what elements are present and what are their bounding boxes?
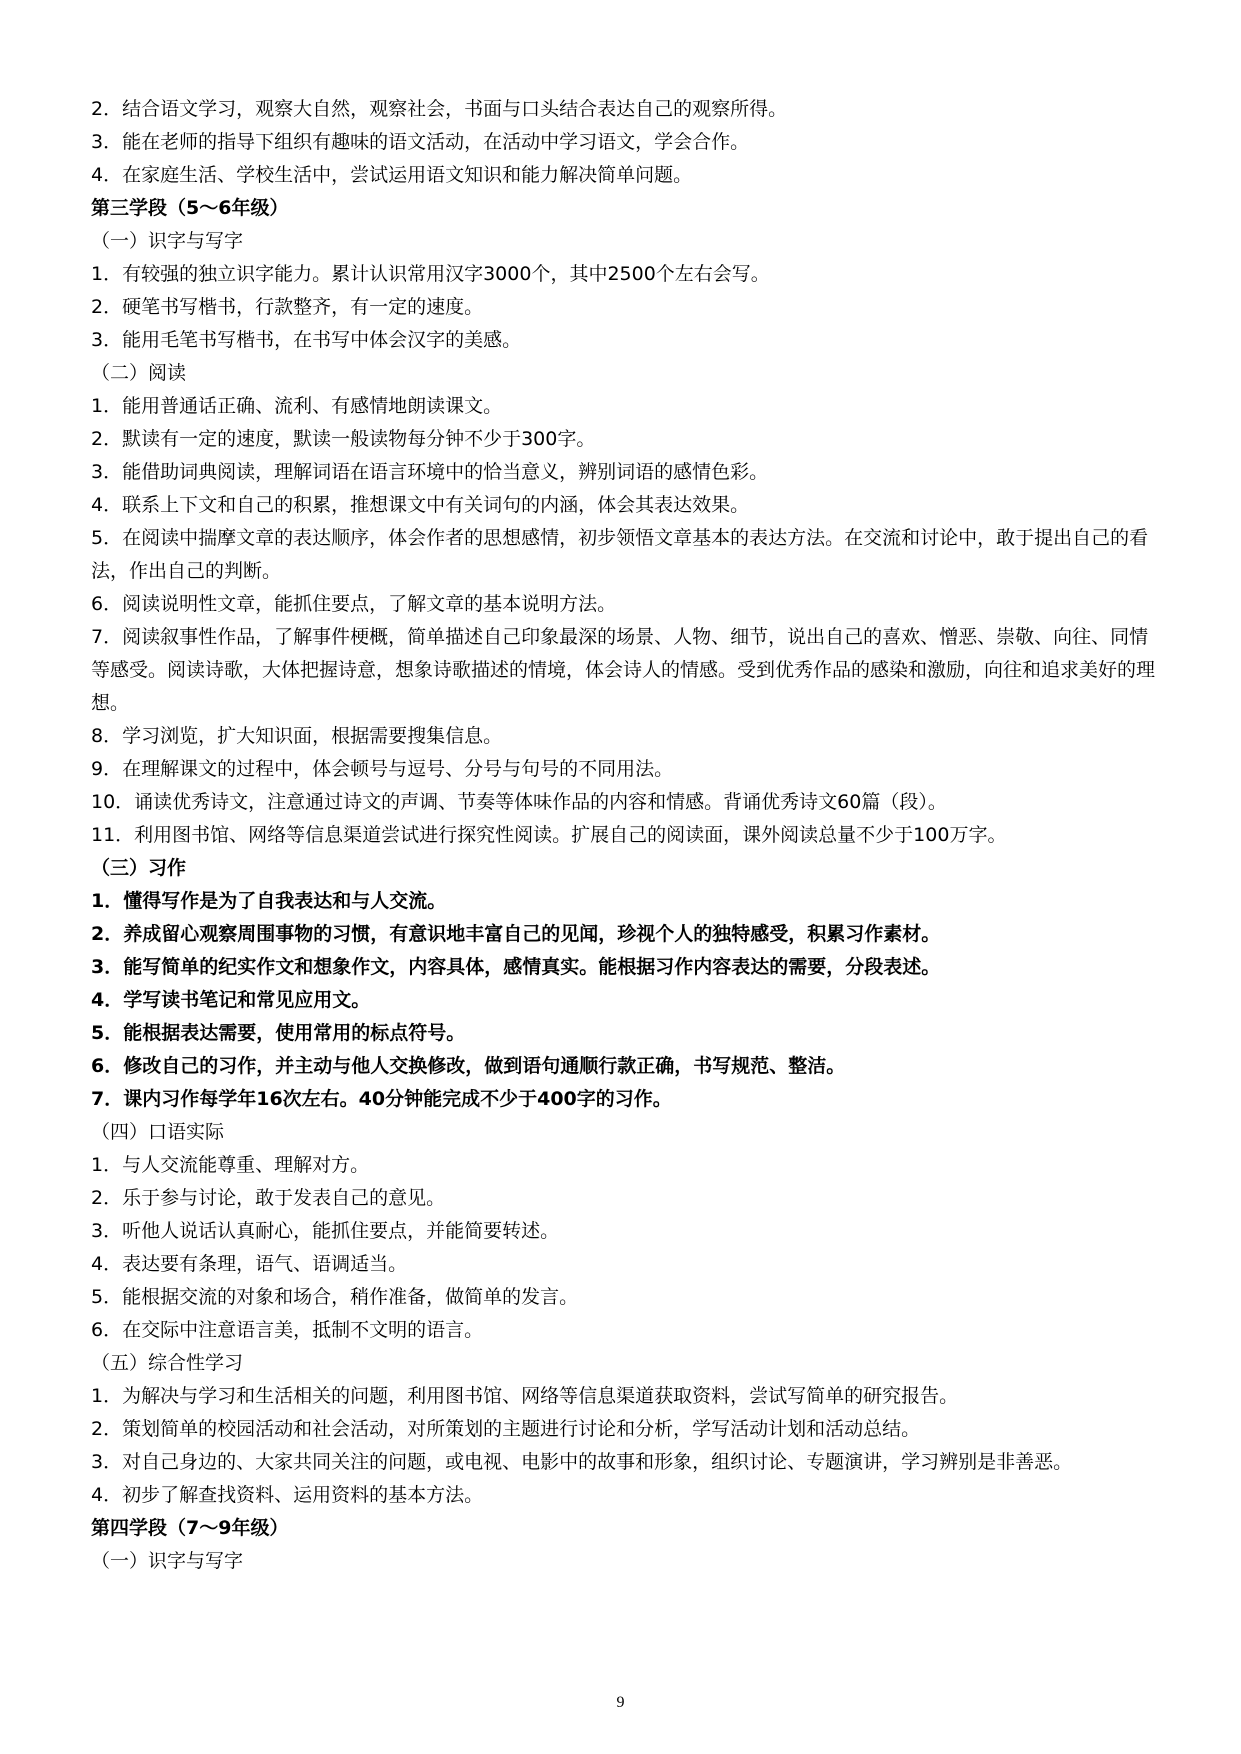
subsection-heading: （三）习作 — [91, 857, 187, 879]
text-line: 4．在家庭生活、学校生活中，尝试运用语文知识和能力解决简单问题。 — [91, 164, 693, 186]
text-line: 1．与人交流能尊重、理解对方。 — [91, 1154, 370, 1176]
text-line: 9．在理解课文的过程中，体会顿号与逗号、分号与句号的不同用法。 — [91, 758, 674, 780]
text-line: 2．硬笔书写楷书，行款整齐，有一定的速度。 — [91, 296, 484, 318]
text-line: 6．阅读说明性文章，能抓住要点，了解文章的基本说明方法。 — [91, 593, 617, 615]
text-line: 11．利用图书馆、网络等信息渠道尝试进行探究性阅读。扩展自己的阅读面，课外阅读总量不少于100万字。 — [91, 824, 1007, 846]
text-line: 3．能用毛笔书写楷书，在书写中体会汉字的美感。 — [91, 329, 522, 351]
page-number: 9 — [616, 1694, 625, 1711]
text-line: 2．结合语文学习，观察大自然，观察社会，书面与口头结合表达自己的观察所得。 — [91, 98, 788, 120]
text-line: 6．修改自己的习作，并主动与他人交换修改，做到语句通顺行款正确，书写规范、整洁。 — [91, 1055, 846, 1077]
text-line: 5．能根据交流的对象和场合，稍作准备，做简单的发言。 — [91, 1286, 579, 1308]
text-line: 2．养成留心观察周围事物的习惯，有意识地丰富自己的见闻，珍视个人的独特感受，积累习作素材。 — [91, 923, 941, 945]
subsection-heading: （四）口语实际 — [91, 1121, 225, 1143]
text-line: 7．课内习作每学年16次左右。40分钟能完成不少于400字的习作。 — [91, 1088, 672, 1110]
text-line: 5．在阅读中揣摩文章的表达顺序，体会作者的思想感情，初步领悟文章基本的表达方法。在交流和讨论中，敢于提出自己的看法，作出自己的判断。 — [91, 527, 1149, 582]
text-line: 10．诵读优秀诗文，注意通过诗文的声调、节奏等体味作品的内容和情感。背诵优秀诗文60篇（段）。 — [91, 791, 947, 813]
text-line: 8．学习浏览，扩大知识面，根据需要搜集信息。 — [91, 725, 503, 747]
subsection-heading: （五）综合性学习 — [91, 1352, 244, 1374]
text-line: 3．对自己身边的、大家共同关注的问题，或电视、电影中的故事和形象，组织讨论、专题演讲，学习辨别是非善恶。 — [91, 1451, 1073, 1473]
text-line: 4．联系上下文和自己的积累，推想课文中有关词句的内涵，体会其表达效果。 — [91, 494, 750, 516]
text-line: 6．在交际中注意语言美，抵制不文明的语言。 — [91, 1319, 484, 1341]
text-line: 1．有较强的独立识字能力。累计认识常用汉字3000个，其中2500个左右会写。 — [91, 263, 770, 285]
text-line: 3．能写简单的纪实作文和想象作文，内容具体，感情真实。能根据习作内容表达的需要，分段表述。 — [91, 956, 941, 978]
document-body — [91, 93, 1161, 1578]
text-line: 4．表达要有条理，语气、语调适当。 — [91, 1253, 408, 1275]
text-line: 4．初步了解查找资料、运用资料的基本方法。 — [91, 1484, 484, 1506]
text-line: 1．能用普通话正确、流利、有感情地朗读课文。 — [91, 395, 503, 417]
subsection-heading: （一）识字与写字 — [91, 230, 244, 252]
text-line: 2．乐于参与讨论，敢于发表自己的意见。 — [91, 1187, 446, 1209]
text-line: 4．学写读书笔记和常见应用文。 — [91, 989, 371, 1011]
text-line: 3．听他人说话认真耐心，能抓住要点，并能简要转述。 — [91, 1220, 560, 1242]
text-line: 3．能在老师的指导下组织有趣味的语文活动，在活动中学习语文，学会合作。 — [91, 131, 750, 153]
text-line: 2．默读有一定的速度，默读一般读物每分钟不少于300字。 — [91, 428, 596, 450]
text-line: 3．能借助词典阅读，理解词语在语言环境中的恰当意义，辨别词语的感情色彩。 — [91, 461, 769, 483]
text-line: 1．为解决与学习和生活相关的问题，利用图书馆、网络等信息渠道获取资料，尝试写简单的研究报告。 — [91, 1385, 959, 1407]
text-line: 2．策划简单的校园活动和社会活动，对所策划的主题进行讨论和分析，学写活动计划和活动总结。 — [91, 1418, 921, 1440]
text-line: 7．阅读叙事性作品，了解事件梗概，简单描述自己印象最深的场景、人物、细节，说出自己的喜欢、憎恶、崇敬、向往、同情等感受。阅读诗歌，大体把握诗意，想象诗歌描述的情境，体会诗人的情感。受到优秀作品的感染和激励，向往和追求美好的理想。 — [91, 626, 1156, 714]
subsection-heading: （二）阅读 — [91, 362, 187, 384]
text-line: 5．能根据表达需要，使用常用的标点符号。 — [91, 1022, 466, 1044]
subsection-heading: （一）识字与写字 — [91, 1550, 244, 1572]
text-line: 1．懂得写作是为了自我表达和与人交流。 — [91, 890, 447, 912]
section-heading: 第三学段（5～6年级） — [91, 197, 289, 219]
section-heading: 第四学段（7～9年级） — [91, 1517, 289, 1539]
